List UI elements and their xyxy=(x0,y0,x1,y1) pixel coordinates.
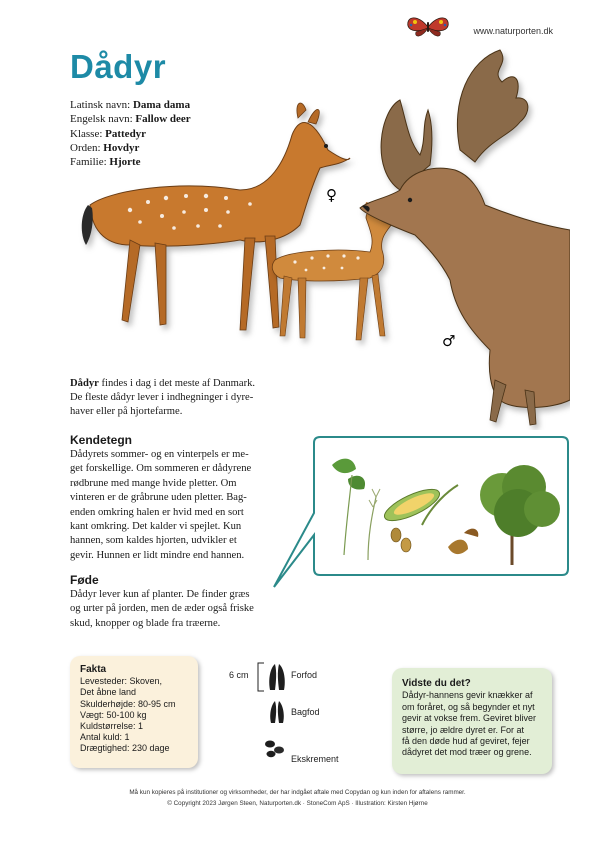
did-you-know-line: gevir at vokse frem. Geviret bliver xyxy=(402,713,537,724)
kendetegn-line: kant omkring. Det kalder vi spejlet. Kun xyxy=(70,521,242,533)
intro-line: findes i dag i det meste af Danmark. xyxy=(98,378,256,389)
female-symbol: ♀ xyxy=(326,186,337,204)
forfod-hoofprint-icon xyxy=(267,662,287,692)
foede-line: og urter på jorden, men de æder også friske xyxy=(70,603,254,615)
intro-line: De fleste dådyr lever i indhegninger i dyre- xyxy=(70,392,254,404)
fakta-line: Skulderhøjde: 80-95 cm xyxy=(80,698,176,709)
butterfly-icon xyxy=(404,12,452,42)
forfod-label: Forfod xyxy=(291,670,318,680)
kendetegn-line: vinteren er de gråbrune uden pletter. Bag- xyxy=(70,492,247,504)
ekskrement-label: Ekskrement xyxy=(291,754,339,764)
fakta-line: Vægt: 50-100 kg xyxy=(80,709,147,720)
deer-illustration xyxy=(70,40,570,430)
intro-bold: Dådyr xyxy=(70,378,99,389)
did-you-know-line: om foråret, og så begynder et nyt xyxy=(402,701,535,712)
taxonomy-value: Fallow deer xyxy=(135,113,191,126)
page-title: Dådyr xyxy=(70,48,167,85)
foede-body xyxy=(70,588,310,631)
kendetegn-line: hannen, som kaldes hjorten, udvikler et xyxy=(70,535,237,547)
taxonomy-value: Dama dama xyxy=(132,99,191,111)
fakta-line: Levesteder: Skoven, xyxy=(80,676,163,687)
did-you-know-line: dådyret det mod træer og grene. xyxy=(402,747,532,758)
fakta-line: Kuldstørrelse: 1 xyxy=(80,721,144,732)
did-you-know-line: få den døde hud af geviret, fejer xyxy=(402,736,530,747)
doe-drawing xyxy=(82,103,350,330)
intro-paragraph xyxy=(70,377,285,420)
fakta-line: Drægtighed: 230 dage xyxy=(80,743,170,754)
track-scale-label: 6 cm xyxy=(229,670,249,680)
kendetegn-heading: Kendetegn xyxy=(70,433,133,447)
kendetegn-line: get forskellige. Om sommeren er dådyrene xyxy=(70,463,252,475)
website-url[interactable]: www.naturporten.dk xyxy=(473,26,553,36)
footer-copyright: © Copyright 2023 Jørgen Steen, Naturporten.dk · StoneCom ApS · Illustration: Kirsten Hjørne xyxy=(167,800,428,807)
kendetegn-line: gevir. Hunnen er lidt mindre end hannen. xyxy=(70,549,245,561)
taxonomy-label: Latinsk navn: xyxy=(70,99,131,111)
droppings-icon xyxy=(262,738,288,760)
kendetegn-body xyxy=(70,448,285,563)
fakta-box xyxy=(70,656,198,768)
food-callout xyxy=(272,435,572,590)
fakta-line: Antal kuld: 1 xyxy=(80,732,130,743)
did-you-know-line: Dådyr-hannens gevir knækker af xyxy=(402,690,533,701)
fakta-title: Fakta xyxy=(80,664,107,675)
male-symbol: ♂ xyxy=(442,332,456,350)
foede-line: Dådyr lever kun af planter. De finder græs xyxy=(70,589,250,600)
taxonomy-label: Klasse: xyxy=(70,127,103,140)
buck-drawing xyxy=(360,50,570,425)
taxonomy-value: Hovdyr xyxy=(103,141,140,154)
scale-bracket-icon xyxy=(255,662,265,692)
bagfod-hoofprint-icon xyxy=(268,699,286,725)
kendetegn-line: rødbrune med mange hvide pletter. Om xyxy=(70,477,237,489)
taxonomy-value: Pattedyr xyxy=(105,127,147,140)
taxonomy-value: Hjorte xyxy=(109,156,141,169)
intro-line: haver eller på hjortefarme. xyxy=(70,406,183,418)
kendetegn-line: Dådyrets sommer- og en vinterpels er me- xyxy=(70,449,249,460)
taxonomy-label: Familie: xyxy=(70,156,107,169)
fakta-line: Det åbne land xyxy=(80,687,137,698)
bagfod-label: Bagfod xyxy=(291,707,320,717)
taxonomy-label: Orden: xyxy=(70,141,101,154)
taxonomy-label: Engelsk navn: xyxy=(70,113,133,126)
did-you-know-line: større, jo ældre dyret er. For at xyxy=(402,724,525,735)
did-you-know-title: Vidste du det? xyxy=(402,678,471,689)
kendetegn-line: enden omkring halen er hvid med en sort xyxy=(70,506,244,518)
footer-copy-notice: Må kun kopieres på institutioner og virksomheder, der har indgået aftale med Copydan og kun inden for aftalens rammer. xyxy=(129,789,466,796)
foede-line: skud, knopper og blade fra træerne. xyxy=(70,617,221,629)
foede-heading: Føde xyxy=(70,573,99,587)
did-you-know-box xyxy=(392,668,552,774)
